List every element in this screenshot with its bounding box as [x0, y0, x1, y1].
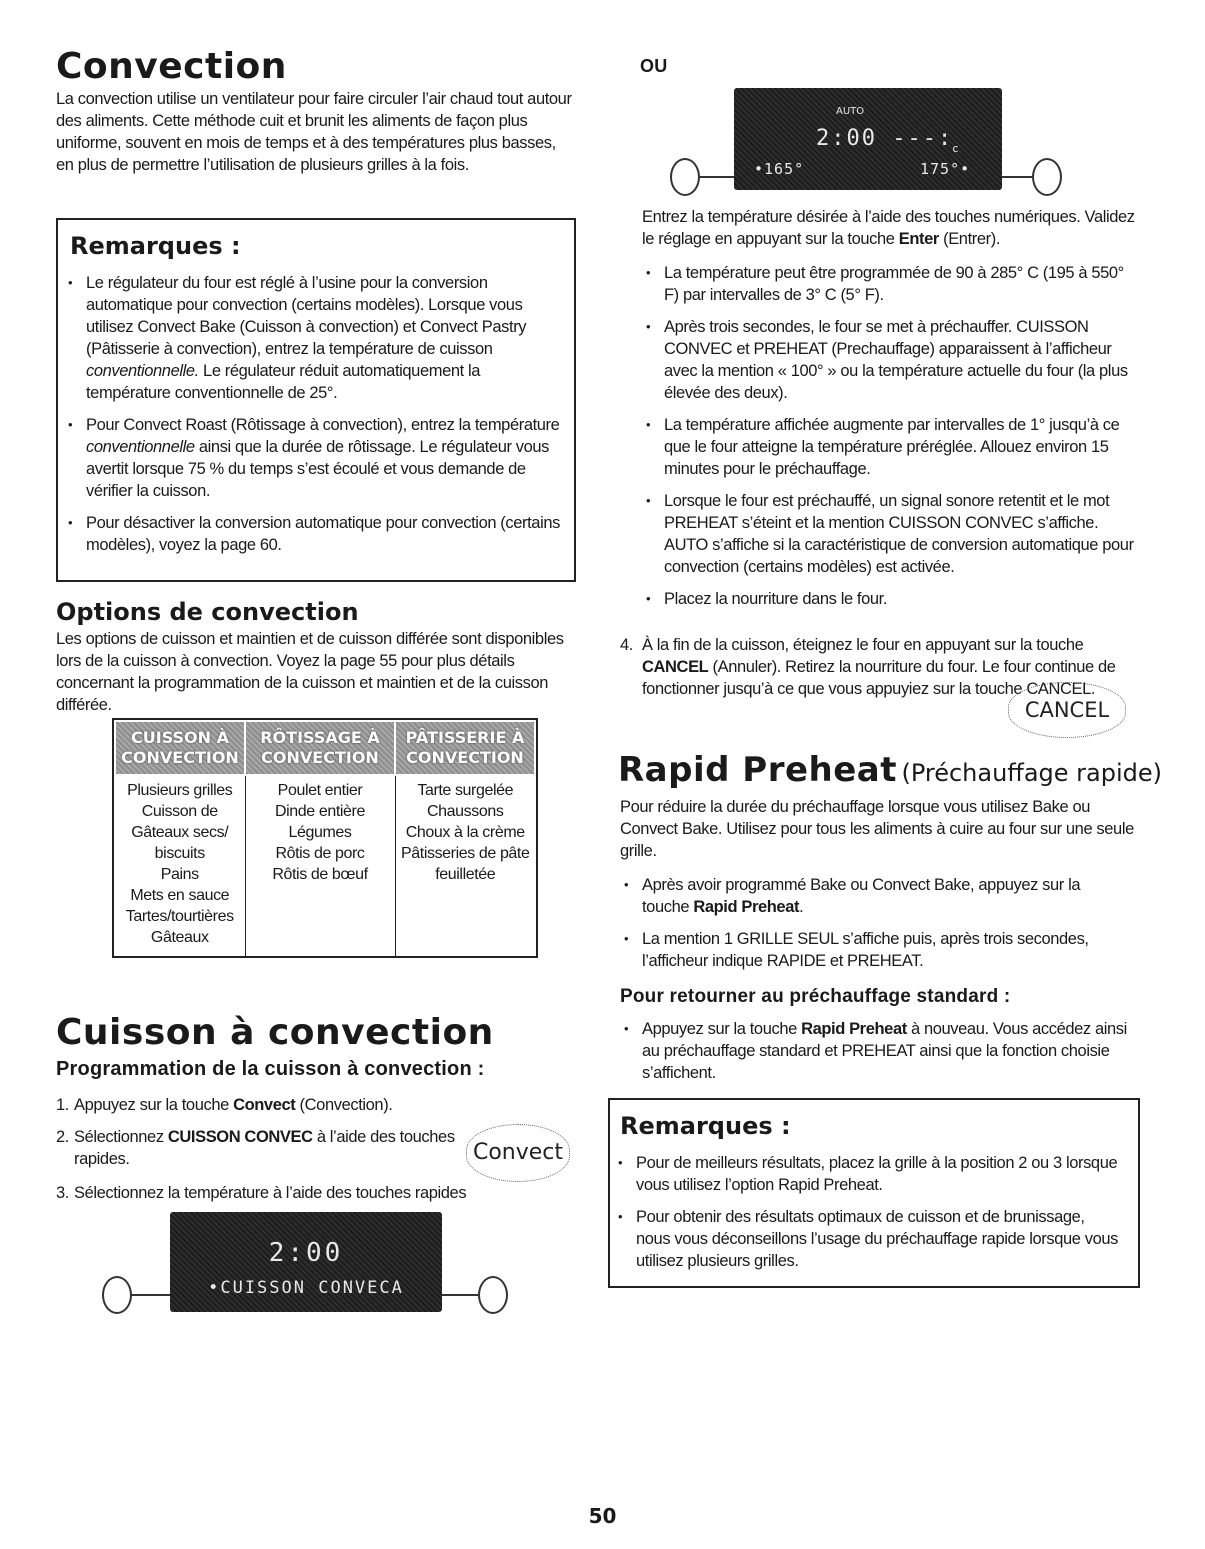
convection-title: Convection [56, 46, 287, 87]
oven-knob-right-icon [1032, 158, 1062, 196]
connector-line [442, 1294, 478, 1296]
rapid-bullet: • Après avoir programmé Bake ou Convect Bake, appuyez sur la touche Rapid Preheat. [620, 874, 1130, 918]
connector-line [698, 176, 734, 178]
rapid-preheat-body: Pour réduire la durée du préchauffage lorsque vous utilisez Bake ou Convect Bake. Utilisez pour tous les aliments à cuire au four sur une seule grille. [620, 798, 1134, 860]
rapid-preheat-title-paren: (Préchauffage rapide) [901, 759, 1163, 787]
display-temp-right: 175°• [920, 160, 971, 178]
preheat-bullet: • Lorsque le four est préchauffé, un signal sonore retentit et le mot PREHEAT s’éteint et la mention CUISSON CONVEC s’affiche. AUTO s’affiche si la caractéristique de conversion automatique pour convection (certains modèles) est activée. [642, 490, 1142, 578]
table-header: RÔTISSAGE À CONVECTION [245, 721, 395, 775]
cancel-key[interactable] [1008, 682, 1126, 738]
convection-table [112, 718, 538, 958]
preheat-bullet: • Après trois secondes, le four se met à préchauffer. CUISSON CONVEC et PREHEAT (Prechauffage) apparaissent à l’afficheur avec la mention « 100° » ou la température actuelle du four (la plus élevée des deux). [642, 316, 1142, 404]
connector-line [130, 1294, 170, 1296]
connector-line [1002, 176, 1032, 178]
table-header: CUISSON À CONVECTION [115, 721, 245, 775]
display-time: 2:00 [268, 1238, 344, 1268]
rapid-preheat-bullets [620, 874, 1130, 982]
table-cell: Tarte surgelée Chaussons Choux à la crème Pâtisseries de pâte feuilletée [395, 775, 535, 956]
page-number: 50 [588, 1504, 617, 1528]
remarque-item: • Pour de meilleurs résultats, placez la grille à la position 2 ou 3 lorsque vous utilisez l’option Rapid Preheat. [614, 1152, 1120, 1196]
convect-key[interactable] [466, 1124, 570, 1182]
step-2: 2. Sélectionnez CUISSON CONVEC à l’aide des touches rapides. [56, 1128, 455, 1168]
display-mode: •CUISSON CONVECA [208, 1278, 404, 1298]
table-header: PÂTISSERIE À CONVECTION [395, 721, 535, 775]
display-temp-left: •165° [754, 160, 805, 178]
ou-label: OU [640, 56, 668, 76]
step-3: 3. Sélectionnez la température à l’aide des touches rapides [56, 1184, 467, 1202]
table-cell: Poulet entier Dinde entière Légumes Rôtis de porc Rôtis de bœuf [245, 775, 395, 956]
options-body: Les options de cuisson et maintien et de cuisson différée sont disponibles lors de la cuisson à convection. Voyez la page 55 pour plus détails concernant la programmation de la cuisson et maintien et de la cuisson différée. [56, 630, 564, 714]
display-time: 2:00 ---: [816, 126, 954, 151]
oven-display-2 [734, 88, 1002, 190]
remarque-item: • Le régulateur du four est réglé à l’usine pour la conversion automatique pour convection (certains modèles). Lorsque vous utilisez Convect Bake (Cuisson à convection) et Convect Pastry (Pâtisserie à convection), entrez la température de cuisson conventionnelle. Le régulateur réduit automatiquement la température conventionnelle de 25°. [64, 272, 564, 404]
remarques-list-2 [614, 1152, 1120, 1282]
oven-knob-right-icon [478, 1276, 508, 1314]
remarque-item: • Pour obtenir des résultats optimaux de cuisson et de brunissage, nous vous déconseillons l’usage du préchauffage rapide lorsque vous utilisez plusieurs grilles. [614, 1206, 1120, 1272]
step-1: 1. Appuyez sur la touche Convect (Convection). [56, 1096, 393, 1114]
preheat-bullet: • Placez la nourriture dans le four. [642, 588, 1142, 610]
cuisson-title: Cuisson à convection [56, 1012, 494, 1053]
rapid-bullet: • La mention 1 GRILLE SEUL s’affiche puis, après trois secondes, l’afficheur indique RAPIDE et PREHEAT. [620, 928, 1130, 972]
remarque-item: • Pour Convect Roast (Rôtissage à convection), entrez la température conventionnelle ainsi que la durée de rôtissage. Le régulateur vous avertit lorsque 75 % du temps s’est écoulé et vous demande de vérifier la cuisson. [64, 414, 564, 502]
remarques-title-2: Remarques : [620, 1112, 791, 1140]
preheat-bullet: • La température peut être programmée de 90 à 285° C (195 à 550° F) par intervalles de 3° C (5° F). [642, 262, 1142, 306]
oven-display-1 [170, 1212, 442, 1312]
remarque-item: • Pour désactiver la conversion automatique pour convection (certains modèles), voyez la page 60. [64, 512, 564, 556]
options-title: Options de convection [56, 598, 359, 626]
convect-key-label: Convect [472, 1140, 564, 1165]
display-auto: AUTO [836, 106, 865, 117]
standard-preheat-bullets [620, 1018, 1130, 1094]
temp-intro: Entrez la température désirée à l’aide des touches numériques. Validez le réglage en appuyant sur la touche Enter (Entrer). [642, 208, 1135, 248]
remarques-title-1: Remarques : [70, 232, 241, 260]
display-unit: c [952, 142, 959, 155]
rapid-preheat-title: Rapid Preheat [618, 750, 897, 790]
oven-knob-left-icon [670, 158, 700, 196]
cancel-key-label: CANCEL [1024, 698, 1110, 722]
step-4: 4. À la fin de la cuisson, éteignez le four en appuyant sur la touche CANCEL (Annuler). Retirez la nourriture du four. Le four continue de fonctionner jusqu’à ce que vous appuyiez sur la touche CANCEL. [620, 636, 1116, 698]
standard-bullet: • Appuyez sur la touche Rapid Preheat à nouveau. Vous accédez ainsi au préchauffage standard et PREHEAT ainsi que la fonction choisie s’affichent. [620, 1018, 1130, 1084]
remarques-box-1 [56, 218, 576, 582]
convection-intro: La convection utilise un ventilateur pour faire circuler l’air chaud tout autour des aliments. Cette méthode cuit et brunit les aliments de façon plus uniforme, souvent en mois de temps et à des températures plus basses, en plus de permettre l’utilisation de plusieurs grilles à la fois. [56, 90, 572, 174]
preheat-bullets [642, 262, 1142, 620]
cuisson-subtitle: Programmation de la cuisson à convection : [56, 1058, 485, 1080]
preheat-bullet: • La température affichée augmente par intervalles de 1° jusqu’à ce que le four atteigne la température préréglée. Allouez environ 15 minutes pour le préchauffage. [642, 414, 1142, 480]
remarques-list-1 [64, 272, 564, 566]
standard-preheat-subtitle: Pour retourner au préchauffage standard : [620, 986, 1011, 1007]
oven-knob-left-icon [102, 1276, 132, 1314]
table-cell: Plusieurs grilles Cuisson de Gâteaux secs/ biscuits Pains Mets en sauce Tartes/tourtières Gâteaux [125, 782, 234, 946]
remarques-box-2 [608, 1098, 1140, 1288]
rapid-preheat-heading [618, 750, 1162, 790]
